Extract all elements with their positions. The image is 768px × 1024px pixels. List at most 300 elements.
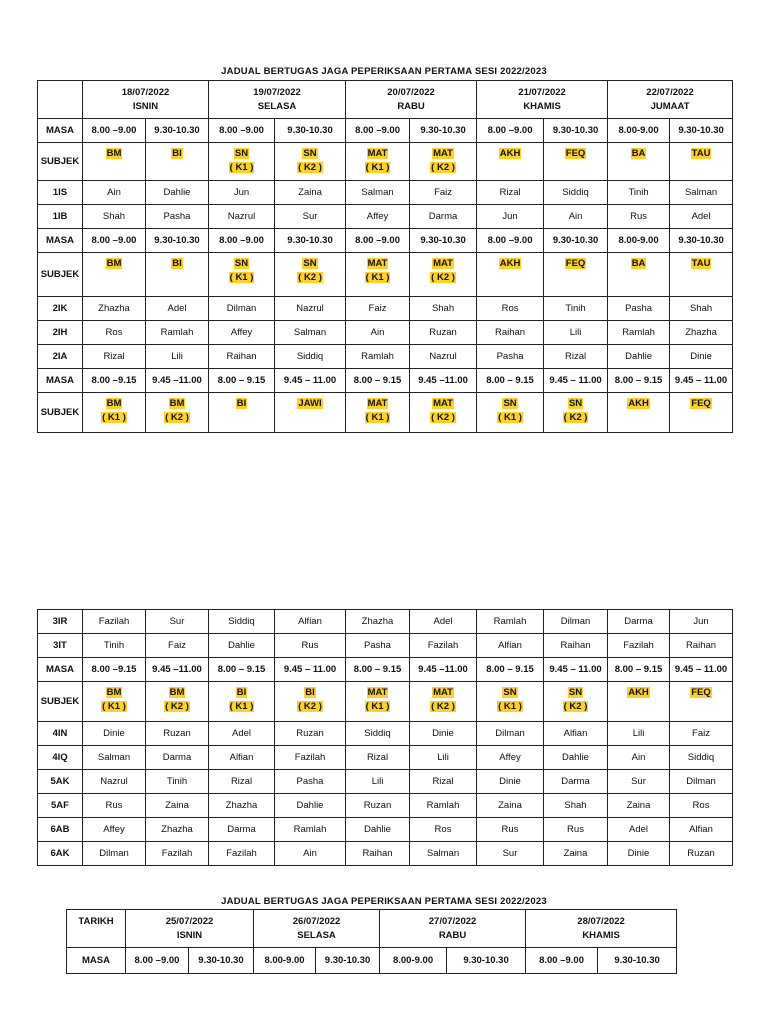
subject-cell	[146, 253, 209, 297]
time-slot: 8.00 –9.00	[209, 119, 275, 143]
subject-code: BM	[169, 398, 185, 409]
subject-cell	[477, 682, 544, 722]
invigilator-name: Affey	[477, 746, 544, 770]
subject-cell	[209, 253, 275, 297]
time-slot: 9.30-10.30	[598, 948, 677, 974]
paper-code: ( K1 )	[229, 272, 254, 283]
time-slot: 8.00 –9.00	[346, 119, 410, 143]
subject-cell	[410, 253, 477, 297]
table-row	[38, 297, 733, 321]
paper-code: ( K1 )	[229, 162, 254, 173]
table-row	[38, 794, 733, 818]
invigilator-name: Zaina	[275, 181, 346, 205]
subject-cell	[83, 253, 146, 297]
invigilator-name: Alfian	[670, 818, 733, 842]
class-label: 5AK	[38, 770, 83, 794]
table-row	[38, 818, 733, 842]
invigilator-name: Ros	[410, 818, 477, 842]
subject-code: MAT	[367, 398, 388, 409]
subject-code: BM	[106, 258, 122, 269]
date-text: 25/07/2022	[165, 915, 214, 927]
time-slot: 8.00 – 9.15	[608, 369, 670, 393]
subject-code: AKH	[499, 258, 521, 269]
paper-code: ( K2 )	[431, 272, 455, 283]
invigilator-name: Fazilah	[146, 842, 209, 866]
invigilator-name: Dinie	[670, 345, 733, 369]
paper-code: ( K1 )	[498, 701, 522, 712]
duty-schedule-continued-table	[37, 609, 733, 866]
subject-code: SN	[568, 398, 583, 409]
date-text: 19/07/2022	[253, 86, 301, 98]
table-row	[38, 345, 733, 369]
paper-code: ( K2 )	[298, 162, 322, 173]
invigilator-name: Zhazha	[670, 321, 733, 345]
time-slot: 9.45 –11.00	[410, 658, 477, 682]
subject-code: SN	[303, 148, 317, 159]
subject-code: MAT	[433, 687, 453, 698]
subject-code: MAT	[433, 258, 453, 269]
time-slot: 9.45 – 11.00	[670, 369, 733, 393]
time-slot: 8.00 –9.00	[526, 948, 598, 974]
subject-cell	[275, 143, 346, 181]
date-text: 20/07/2022	[387, 86, 435, 98]
invigilator-name: Rizal	[544, 345, 608, 369]
invigilator-name: Ramlah	[346, 345, 410, 369]
invigilator-name: Ain	[83, 181, 146, 205]
tarikh-label	[38, 81, 83, 119]
table-row	[67, 910, 677, 948]
invigilator-name: Dilman	[209, 297, 275, 321]
invigilator-name: Ramlah	[146, 321, 209, 345]
day-name: JUMAAT	[650, 100, 690, 112]
class-label: 5AF	[38, 794, 83, 818]
time-slot: 9.30-10.30	[670, 119, 733, 143]
invigilator-name: Dinie	[410, 722, 477, 746]
subject-code: MAT	[433, 148, 453, 159]
subject-code: AKH	[628, 398, 649, 409]
invigilator-name: Adel	[410, 610, 477, 634]
time-slot: 8.00 – 9.15	[346, 658, 410, 682]
day-name: SELASA	[297, 929, 336, 941]
invigilator-name: Dinie	[608, 842, 670, 866]
paper-code: ( K2 )	[298, 701, 322, 712]
subject-code: FEQ	[565, 148, 586, 159]
day-name: SELASA	[257, 100, 297, 112]
paper-code: ( K2 )	[165, 701, 189, 712]
invigilator-name: Fazilah	[209, 842, 275, 866]
subject-code: MAT	[367, 687, 388, 698]
subject-cell	[608, 143, 670, 181]
invigilator-name: Nazrul	[275, 297, 346, 321]
invigilator-name: Jun	[477, 205, 544, 229]
invigilator-name: Fazilah	[608, 634, 670, 658]
invigilator-name: Rizal	[346, 746, 410, 770]
subject-code: SN	[234, 148, 249, 159]
subject-code: BM	[169, 687, 185, 698]
subjek-label: SUBJEK	[38, 143, 83, 181]
paper-code: ( K2 )	[298, 272, 322, 283]
invigilator-name: Zhazha	[83, 297, 146, 321]
invigilator-name: Ruzan	[346, 794, 410, 818]
invigilator-name: Dahlie	[346, 818, 410, 842]
invigilator-name: Pasha	[477, 345, 544, 369]
invigilator-name: Fazilah	[410, 634, 477, 658]
invigilator-name: Rus	[544, 818, 608, 842]
invigilator-name: Faiz	[670, 722, 733, 746]
date-text: 27/07/2022	[428, 915, 477, 927]
invigilator-name: Alfian	[209, 746, 275, 770]
invigilator-name: Ruzan	[275, 722, 346, 746]
invigilator-name: Pasha	[146, 205, 209, 229]
invigilator-name: Ain	[608, 746, 670, 770]
class-label: 1IS	[38, 181, 83, 205]
invigilator-name: Zhazha	[209, 794, 275, 818]
invigilator-name: Ramlah	[477, 610, 544, 634]
invigilator-name: Faiz	[146, 634, 209, 658]
masa-label: MASA	[67, 948, 126, 974]
subject-cell	[670, 393, 733, 433]
invigilator-name: Dahlie	[209, 634, 275, 658]
subject-cell	[477, 253, 544, 297]
table-row	[38, 205, 733, 229]
class-label: 2IH	[38, 321, 83, 345]
table-row	[38, 658, 733, 682]
class-label: 6AB	[38, 818, 83, 842]
invigilator-name: Siddiq	[346, 722, 410, 746]
invigilator-name: Ros	[83, 321, 146, 345]
time-slot: 9.45 –11.00	[146, 658, 209, 682]
time-slot: 8.00 –9.15	[83, 658, 146, 682]
day-header	[83, 81, 209, 119]
invigilator-name: Lili	[608, 722, 670, 746]
subject-code: MAT	[367, 148, 388, 159]
table-row	[38, 770, 733, 794]
invigilator-name: Faiz	[410, 181, 477, 205]
subjek-label: SUBJEK	[38, 393, 83, 433]
subject-cell	[544, 393, 608, 433]
day-header	[380, 910, 526, 948]
invigilator-name: Salman	[346, 181, 410, 205]
table-row	[38, 253, 733, 297]
table-row	[38, 610, 733, 634]
subject-cell	[477, 143, 544, 181]
paper-code: ( K1 )	[102, 701, 126, 712]
invigilator-name: Zaina	[608, 794, 670, 818]
time-slot: 8.00 –9.00	[83, 229, 146, 253]
invigilator-name: Tinih	[146, 770, 209, 794]
invigilator-name: Dilman	[83, 842, 146, 866]
date-text: 21/07/2022	[518, 86, 566, 98]
time-slot: 9.45 – 11.00	[275, 369, 346, 393]
invigilator-name: Rizal	[410, 770, 477, 794]
invigilator-name: Ruzan	[410, 321, 477, 345]
subject-code: BM	[106, 148, 122, 159]
class-label: 2IA	[38, 345, 83, 369]
invigilator-name: Shah	[670, 297, 733, 321]
paper-code: ( K2 )	[563, 701, 588, 712]
invigilator-name: Fazilah	[83, 610, 146, 634]
day-name: RABU	[438, 929, 467, 941]
invigilator-name: Ruzan	[670, 842, 733, 866]
invigilator-name: Darma	[544, 770, 608, 794]
invigilator-name: Dilman	[670, 770, 733, 794]
subject-code: BI	[236, 687, 247, 698]
paper-code: ( K2 )	[563, 412, 588, 423]
time-slot: 8.00 –9.00	[83, 119, 146, 143]
invigilator-name: Tinih	[608, 181, 670, 205]
time-slot: 8.00 –9.00	[346, 229, 410, 253]
time-slot: 8.00 –9.00	[477, 229, 544, 253]
subject-code: MAT	[433, 398, 453, 409]
subject-code: JAWI	[298, 398, 322, 409]
subject-cell	[670, 143, 733, 181]
subject-cell	[544, 682, 608, 722]
invigilator-name: Sur	[146, 610, 209, 634]
paper-code: ( K1 )	[229, 701, 254, 712]
time-slot: 8.00 –9.15	[83, 369, 146, 393]
time-slot: 9.30-10.30	[275, 229, 346, 253]
invigilator-name: Darma	[146, 746, 209, 770]
masa-label: MASA	[38, 119, 83, 143]
time-slot: 8.00-9.00	[608, 229, 670, 253]
day-name: KHAMIS	[582, 929, 620, 941]
invigilator-name: Lili	[346, 770, 410, 794]
invigilator-name: Affey	[209, 321, 275, 345]
invigilator-name: Ramlah	[608, 321, 670, 345]
masa-label: MASA	[38, 369, 83, 393]
subject-cell	[346, 253, 410, 297]
invigilator-name: Ros	[670, 794, 733, 818]
subjek-label: SUBJEK	[38, 682, 83, 722]
table-row	[38, 321, 733, 345]
time-slot: 8.00 – 9.15	[346, 369, 410, 393]
day-header	[254, 910, 380, 948]
time-slot: 8.00-9.00	[608, 119, 670, 143]
time-slot: 9.30-10.30	[544, 119, 608, 143]
invigilator-name: Darma	[410, 205, 477, 229]
class-label: 4IQ	[38, 746, 83, 770]
invigilator-name: Sur	[477, 842, 544, 866]
duty-schedule-week1-table	[37, 80, 733, 433]
invigilator-name: Shah	[83, 205, 146, 229]
table-row	[38, 634, 733, 658]
subject-cell	[146, 682, 209, 722]
subject-code: FEQ	[691, 398, 711, 409]
time-slot: 9.45 – 11.00	[670, 658, 733, 682]
subject-cell	[209, 393, 275, 433]
invigilator-name: Darma	[608, 610, 670, 634]
invigilator-name: Lili	[410, 746, 477, 770]
subject-cell	[275, 682, 346, 722]
subject-code: BA	[631, 258, 646, 269]
subject-cell	[346, 393, 410, 433]
table-row	[38, 229, 733, 253]
day-header	[477, 81, 608, 119]
tarikh-label: TARIKH	[67, 910, 126, 948]
invigilator-name: Siddiq	[209, 610, 275, 634]
subject-code: AKH	[499, 148, 521, 159]
invigilator-name: Dinie	[477, 770, 544, 794]
invigilator-name: Alfian	[477, 634, 544, 658]
table-row	[38, 746, 733, 770]
invigilator-name: Tinih	[544, 297, 608, 321]
invigilator-name: Ros	[477, 297, 544, 321]
subject-cell	[83, 393, 146, 433]
invigilator-name: Dahlie	[608, 345, 670, 369]
time-slot: 9.45 – 11.00	[544, 369, 608, 393]
subject-code: BA	[631, 148, 646, 159]
paper-code: ( K1 )	[365, 701, 390, 712]
invigilator-name: Siddiq	[275, 345, 346, 369]
day-header	[526, 910, 677, 948]
subject-cell	[275, 393, 346, 433]
invigilator-name: Rus	[275, 634, 346, 658]
time-slot: 9.30-10.30	[189, 948, 254, 974]
paper-code: ( K1 )	[498, 412, 522, 423]
time-slot: 9.30-10.30	[447, 948, 526, 974]
subject-cell	[83, 143, 146, 181]
table-row	[38, 393, 733, 433]
table-row	[38, 369, 733, 393]
invigilator-name: Darma	[209, 818, 275, 842]
invigilator-name: Adel	[209, 722, 275, 746]
time-slot: 8.00 –9.00	[209, 229, 275, 253]
time-slot: 8.00 – 9.15	[477, 658, 544, 682]
invigilator-name: Raihan	[477, 321, 544, 345]
paper-code: ( K2 )	[431, 412, 455, 423]
invigilator-name: Pasha	[275, 770, 346, 794]
invigilator-name: Shah	[544, 794, 608, 818]
invigilator-name: Raihan	[544, 634, 608, 658]
invigilator-name: Rizal	[477, 181, 544, 205]
invigilator-name: Alfian	[544, 722, 608, 746]
class-label: 2IK	[38, 297, 83, 321]
time-slot: 9.30-10.30	[670, 229, 733, 253]
invigilator-name: Salman	[83, 746, 146, 770]
time-slot: 9.30-10.30	[410, 229, 477, 253]
invigilator-name: Zaina	[146, 794, 209, 818]
time-slot: 9.30-10.30	[146, 119, 209, 143]
invigilator-name: Rus	[83, 794, 146, 818]
subject-cell	[83, 682, 146, 722]
day-header	[209, 81, 346, 119]
invigilator-name: Zhazha	[346, 610, 410, 634]
invigilator-name: Shah	[410, 297, 477, 321]
date-text: 22/07/2022	[646, 86, 694, 98]
invigilator-name: Sur	[275, 205, 346, 229]
subject-cell	[477, 393, 544, 433]
time-slot: 9.45 –11.00	[146, 369, 209, 393]
subject-cell	[608, 393, 670, 433]
table-row	[67, 948, 677, 974]
day-name: RABU	[397, 100, 425, 112]
time-slot: 8.00 –9.00	[477, 119, 544, 143]
day-header	[126, 910, 254, 948]
paper-code: ( K1 )	[365, 162, 390, 173]
subject-code: TAU	[691, 148, 711, 159]
invigilator-name: Dilman	[544, 610, 608, 634]
subject-code: SN	[234, 258, 249, 269]
date-text: 18/07/2022	[121, 86, 170, 98]
invigilator-name: Ramlah	[410, 794, 477, 818]
invigilator-name: Nazrul	[83, 770, 146, 794]
invigilator-name: Raihan	[346, 842, 410, 866]
day-name: ISNIN	[176, 929, 203, 941]
time-slot: 8.00 – 9.15	[209, 369, 275, 393]
invigilator-name: Siddiq	[544, 181, 608, 205]
table-row	[38, 181, 733, 205]
invigilator-name: Salman	[670, 181, 733, 205]
time-slot: 8.00 – 9.15	[209, 658, 275, 682]
invigilator-name: Rizal	[83, 345, 146, 369]
invigilator-name: Rizal	[209, 770, 275, 794]
invigilator-name: Dinie	[83, 722, 146, 746]
subject-cell	[146, 143, 209, 181]
invigilator-name: Nazrul	[410, 345, 477, 369]
invigilator-name: Adel	[670, 205, 733, 229]
subject-code: SN	[303, 258, 317, 269]
schedule-title: JADUAL BERTUGAS JAGA PEPERIKSAAN PERTAMA SESI 2022/2023	[221, 66, 547, 77]
time-slot: 9.30-10.30	[410, 119, 477, 143]
class-label: 3IR	[38, 610, 83, 634]
subject-cell	[608, 682, 670, 722]
subject-cell	[346, 143, 410, 181]
invigilator-name: Rus	[608, 205, 670, 229]
invigilator-name: Ain	[544, 205, 608, 229]
invigilator-name: Salman	[275, 321, 346, 345]
invigilator-name: Ruzan	[146, 722, 209, 746]
time-slot: 8.00 –9.00	[126, 948, 189, 974]
subject-cell	[608, 253, 670, 297]
day-header	[346, 81, 477, 119]
table-row	[38, 722, 733, 746]
masa-label: MASA	[38, 658, 83, 682]
invigilator-name: Ramlah	[275, 818, 346, 842]
invigilator-name: Zaina	[477, 794, 544, 818]
invigilator-name: Nazrul	[209, 205, 275, 229]
invigilator-name: Ain	[346, 321, 410, 345]
invigilator-name: Siddiq	[670, 746, 733, 770]
invigilator-name: Dahlie	[146, 181, 209, 205]
invigilator-name: Jun	[209, 181, 275, 205]
invigilator-name: Dahlie	[544, 746, 608, 770]
schedule-title-week2: JADUAL BERTUGAS JAGA PEPERIKSAAN PERTAMA SESI 2022/2023	[221, 896, 547, 907]
table-row	[38, 119, 733, 143]
table-row	[38, 842, 733, 866]
subject-code: SN	[503, 687, 517, 698]
class-label: 6AK	[38, 842, 83, 866]
invigilator-name: Dahlie	[275, 794, 346, 818]
subject-code: AKH	[628, 687, 649, 698]
time-slot: 9.30-10.30	[544, 229, 608, 253]
day-header	[608, 81, 733, 119]
paper-code: ( K2 )	[165, 412, 189, 423]
invigilator-name: Adel	[608, 818, 670, 842]
subject-code: FEQ	[565, 258, 586, 269]
invigilator-name: Fazilah	[275, 746, 346, 770]
subject-code: TAU	[691, 258, 711, 269]
table-row	[38, 143, 733, 181]
invigilator-name: Alfian	[275, 610, 346, 634]
day-name: ISNIN	[132, 100, 159, 112]
subject-cell	[544, 253, 608, 297]
duty-schedule-week2-table	[66, 909, 677, 974]
time-slot: 8.00 – 9.15	[608, 658, 670, 682]
subject-code: FEQ	[691, 687, 711, 698]
subject-cell	[670, 682, 733, 722]
invigilator-name: Rus	[477, 818, 544, 842]
subject-cell	[670, 253, 733, 297]
